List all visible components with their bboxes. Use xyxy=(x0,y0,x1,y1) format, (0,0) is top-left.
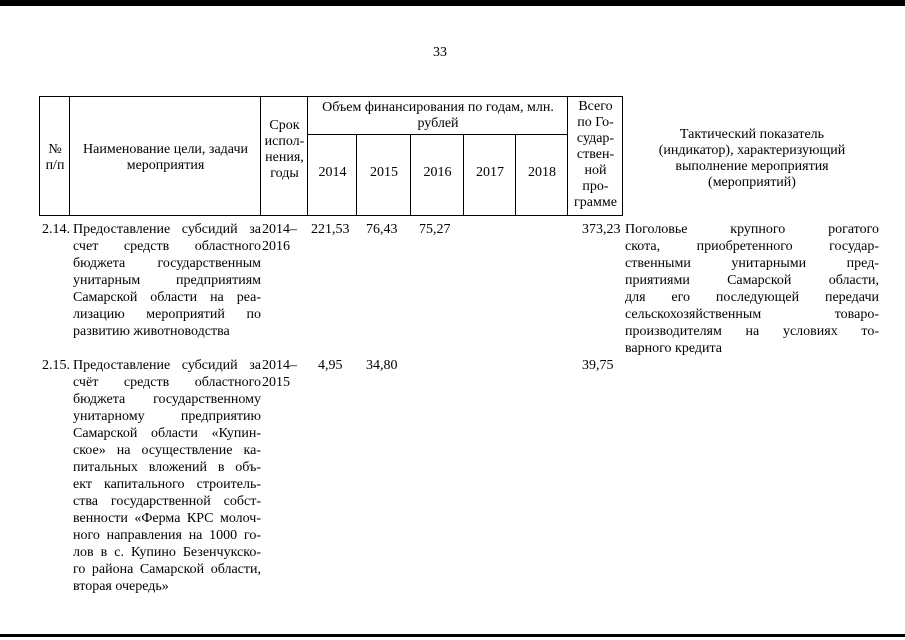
row-2-15-term: 2014– 2015 xyxy=(262,358,297,390)
header-year-2017: 2017 xyxy=(476,165,504,180)
header-year-2015: 2015 xyxy=(370,165,398,180)
header-total: Всего по Го- судар- ствен- ной про- грамме xyxy=(574,99,617,210)
row-2-14-name: Предоставление субсидий за счет средств областного бюджета государственным унитарным предприятиям Самарской области на реа- лизацию мероприятий по развитию животноводства xyxy=(73,222,261,339)
page-number: 33 xyxy=(433,45,447,60)
row-2-14-total: 373,23 xyxy=(582,222,621,237)
row-2-14-num: 2.14. xyxy=(42,222,70,237)
header-term: Срок испол- нения, годы xyxy=(264,118,305,181)
row-2-15-2014: 4,95 xyxy=(318,358,343,373)
row-2-14-2015: 76,43 xyxy=(366,222,398,237)
row-2-15-total: 39,75 xyxy=(582,358,614,373)
row-2-15-2015: 34,80 xyxy=(366,358,398,373)
row-2-14-2016: 75,27 xyxy=(419,222,451,237)
bottom-rule xyxy=(0,634,905,637)
header-indicator: Тактический показатель (индикатор), характеризующий выполнение мероприятия (мероприятий) xyxy=(658,127,846,190)
row-2-14-2014: 221,53 xyxy=(311,222,350,237)
header-year-2018: 2018 xyxy=(528,165,556,180)
top-rule xyxy=(0,0,905,6)
row-2-15-num: 2.15. xyxy=(42,358,70,373)
header-year-2016: 2016 xyxy=(423,165,452,180)
row-2-14-term: 2014– 2016 xyxy=(262,222,297,254)
row-2-14-indicator: Поголовье крупного рогатого скота, приобретенного государ- ственными унитарными пред- приятиями Самарской области, для его последующей передачи сельскохозяйственным товаро- производителям на условиях то- варного кредита xyxy=(625,222,879,356)
header-num: № п/п xyxy=(45,142,65,173)
header-funding: Объем финансирования по годам, млн. рублей xyxy=(322,100,554,131)
header-year-2014: 2014 xyxy=(318,165,347,180)
row-2-15-name: Предоставление субсидий за счёт средств областного бюджета государственному унитарному предприятию Самарской области «Купин- ское» на осуществление ка- питальных вложений в объ- ект капитального строитель- ства государственной собст- венности «Ферма КРС молоч- ного направления на 1000 го- лов в с. Купино Безенчукско- го района Самарской области, вторая очередь» xyxy=(73,358,261,594)
header-name: Наименование цели, задачи мероприятия xyxy=(83,142,248,173)
